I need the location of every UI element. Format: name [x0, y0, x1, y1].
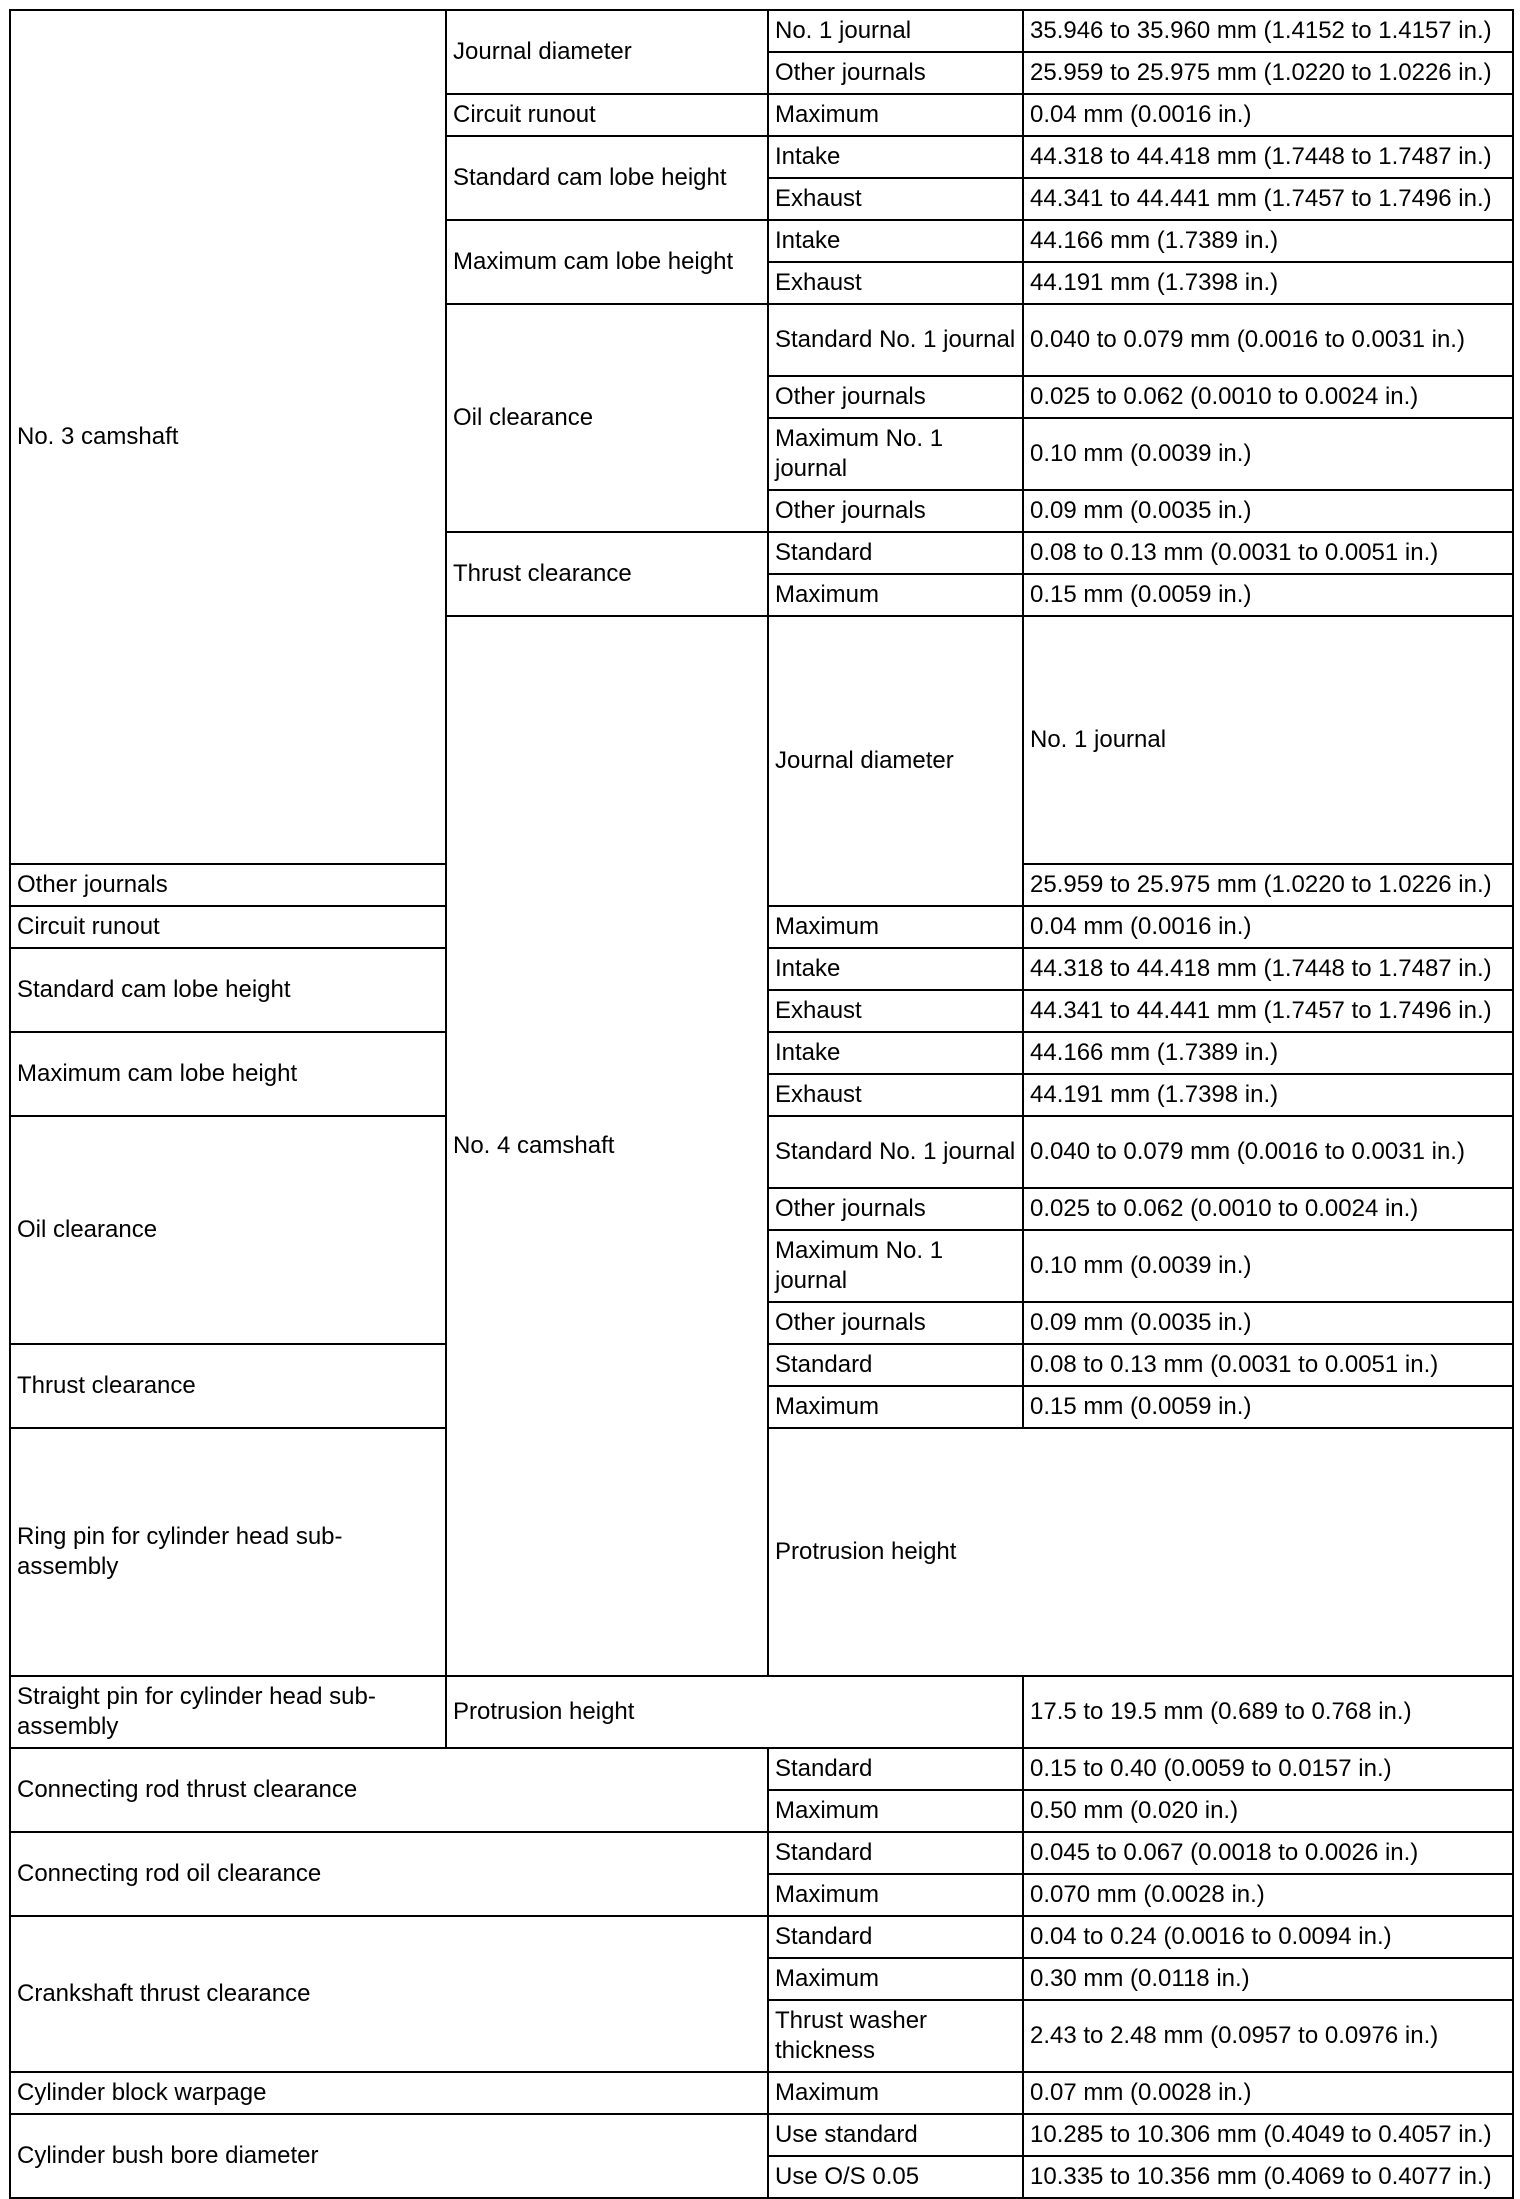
- item-cell: No. 3 camshaft: [10, 10, 446, 864]
- condition-cell: Other journals: [10, 864, 446, 906]
- value-cell: 44.341 to 44.441 mm (1.7457 to 1.7496 in.): [1023, 178, 1513, 220]
- condition-cell: Maximum No. 1 journal: [768, 1230, 1023, 1302]
- value-cell: 10.335 to 10.356 mm (0.4069 to 0.4077 in.): [1023, 2156, 1513, 2198]
- item-cell: Connecting rod oil clearance: [10, 1832, 768, 1916]
- condition-cell: Maximum: [768, 1790, 1023, 1832]
- condition-cell: Standard: [768, 1916, 1023, 1958]
- value-cell: 0.15 mm (0.0059 in.): [1023, 1386, 1513, 1428]
- value-cell: 0.30 mm (0.0118 in.): [1023, 1958, 1513, 2000]
- item-cell: Cylinder bush bore diameter: [10, 2114, 768, 2198]
- item-cell: Cylinder block warpage: [10, 2072, 768, 2114]
- table-row: [10, 1916, 1513, 1958]
- condition-cell: Intake: [768, 220, 1023, 262]
- item-cell: Straight pin for cylinder head sub-assembly: [10, 1676, 446, 1748]
- parameter-cell: Maximum cam lobe height: [10, 1032, 446, 1116]
- value-cell: 44.191 mm (1.7398 in.): [1023, 1074, 1513, 1116]
- table-row: [10, 10, 1513, 52]
- condition-cell: Use standard: [768, 2114, 1023, 2156]
- value-cell: 0.15 to 0.40 (0.0059 to 0.0157 in.): [1023, 1748, 1513, 1790]
- parameter-cell: Standard cam lobe height: [10, 948, 446, 1032]
- condition-cell: Maximum: [768, 906, 1023, 948]
- condition-cell: Thrust washer thickness: [768, 2000, 1023, 2072]
- parameter-cell: Maximum cam lobe height: [446, 220, 768, 304]
- condition-cell: Standard: [768, 532, 1023, 574]
- value-cell: 25.959 to 25.975 mm (1.0220 to 1.0226 in.): [1023, 52, 1513, 94]
- parameter-cell: Thrust clearance: [446, 532, 768, 616]
- value-cell: 10.285 to 10.306 mm (0.4049 to 0.4057 in.): [1023, 2114, 1513, 2156]
- specification-table: [9, 9, 1514, 2199]
- value-cell: 0.10 mm (0.0039 in.): [1023, 418, 1513, 490]
- item-cell: Ring pin for cylinder head sub-assembly: [10, 1428, 446, 1676]
- value-cell: 0.50 mm (0.020 in.): [1023, 1790, 1513, 1832]
- condition-cell: Maximum: [768, 1386, 1023, 1428]
- condition-cell: Use O/S 0.05: [768, 2156, 1023, 2198]
- value-cell: 44.166 mm (1.7389 in.): [1023, 220, 1513, 262]
- parameter-cell: Thrust clearance: [10, 1344, 446, 1428]
- value-cell: 0.07 mm (0.0028 in.): [1023, 2072, 1513, 2114]
- condition-cell: Standard: [768, 1748, 1023, 1790]
- condition-cell: Standard: [768, 1832, 1023, 1874]
- value-cell: 0.09 mm (0.0035 in.): [1023, 490, 1513, 532]
- value-cell: 0.04 to 0.24 (0.0016 to 0.0094 in.): [1023, 1916, 1513, 1958]
- parameter-cell: Protrusion height: [768, 1428, 1513, 1676]
- condition-cell: Intake: [768, 1032, 1023, 1074]
- value-cell: 44.318 to 44.418 mm (1.7448 to 1.7487 in.): [1023, 136, 1513, 178]
- table-row: [10, 1748, 1513, 1790]
- condition-cell: Intake: [768, 948, 1023, 990]
- condition-cell: Maximum: [768, 2072, 1023, 2114]
- condition-cell: Other journals: [768, 1188, 1023, 1230]
- condition-cell: No. 1 journal: [768, 10, 1023, 52]
- value-cell: 25.959 to 25.975 mm (1.0220 to 1.0226 in.): [1023, 864, 1513, 906]
- parameter-cell: Standard cam lobe height: [446, 136, 768, 220]
- condition-cell: Exhaust: [768, 262, 1023, 304]
- condition-cell: No. 1 journal: [1023, 616, 1513, 864]
- parameter-cell: Circuit runout: [446, 94, 768, 136]
- value-cell: 0.040 to 0.079 mm (0.0016 to 0.0031 in.): [1023, 1116, 1513, 1188]
- condition-cell: Other journals: [768, 1302, 1023, 1344]
- table-row: [10, 1676, 1513, 1748]
- table-row: [10, 2072, 1513, 2114]
- condition-cell: Intake: [768, 136, 1023, 178]
- table-row: [10, 2114, 1513, 2156]
- condition-cell: Exhaust: [768, 178, 1023, 220]
- table-row: [10, 1832, 1513, 1874]
- parameter-cell: Journal diameter: [768, 616, 1023, 906]
- value-cell: 0.040 to 0.079 mm (0.0016 to 0.0031 in.): [1023, 304, 1513, 376]
- item-cell: No. 4 camshaft: [446, 616, 768, 1676]
- condition-cell: Maximum: [768, 94, 1023, 136]
- parameter-cell: Circuit runout: [10, 906, 446, 948]
- parameter-cell: Journal diameter: [446, 10, 768, 94]
- condition-cell: Other journals: [768, 490, 1023, 532]
- value-cell: 44.341 to 44.441 mm (1.7457 to 1.7496 in.): [1023, 990, 1513, 1032]
- condition-cell: Maximum No. 1 journal: [768, 418, 1023, 490]
- value-cell: 0.10 mm (0.0039 in.): [1023, 1230, 1513, 1302]
- value-cell: 0.08 to 0.13 mm (0.0031 to 0.0051 in.): [1023, 1344, 1513, 1386]
- parameter-cell: Oil clearance: [446, 304, 768, 532]
- value-cell: 0.09 mm (0.0035 in.): [1023, 1302, 1513, 1344]
- value-cell: 0.15 mm (0.0059 in.): [1023, 574, 1513, 616]
- parameter-cell: Oil clearance: [10, 1116, 446, 1344]
- value-cell: 0.025 to 0.062 (0.0010 to 0.0024 in.): [1023, 376, 1513, 418]
- value-cell: 0.070 mm (0.0028 in.): [1023, 1874, 1513, 1916]
- value-cell: 0.025 to 0.062 (0.0010 to 0.0024 in.): [1023, 1188, 1513, 1230]
- value-cell: 35.946 to 35.960 mm (1.4152 to 1.4157 in.): [1023, 10, 1513, 52]
- value-cell: 44.191 mm (1.7398 in.): [1023, 262, 1513, 304]
- value-cell: 44.166 mm (1.7389 in.): [1023, 1032, 1513, 1074]
- condition-cell: Maximum: [768, 574, 1023, 616]
- condition-cell: Exhaust: [768, 1074, 1023, 1116]
- value-cell: 0.04 mm (0.0016 in.): [1023, 94, 1513, 136]
- condition-cell: Standard No. 1 journal: [768, 1116, 1023, 1188]
- value-cell: 2.43 to 2.48 mm (0.0957 to 0.0976 in.): [1023, 2000, 1513, 2072]
- condition-cell: Other journals: [768, 52, 1023, 94]
- parameter-cell: Protrusion height: [446, 1676, 1023, 1748]
- item-cell: Crankshaft thrust clearance: [10, 1916, 768, 2072]
- value-cell: 44.318 to 44.418 mm (1.7448 to 1.7487 in.): [1023, 948, 1513, 990]
- condition-cell: Maximum: [768, 1874, 1023, 1916]
- value-cell: 0.045 to 0.067 (0.0018 to 0.0026 in.): [1023, 1832, 1513, 1874]
- value-cell: 17.5 to 19.5 mm (0.689 to 0.768 in.): [1023, 1676, 1513, 1748]
- item-cell: Connecting rod thrust clearance: [10, 1748, 768, 1832]
- condition-cell: Standard: [768, 1344, 1023, 1386]
- condition-cell: Maximum: [768, 1958, 1023, 2000]
- value-cell: 0.08 to 0.13 mm (0.0031 to 0.0051 in.): [1023, 532, 1513, 574]
- condition-cell: Exhaust: [768, 990, 1023, 1032]
- condition-cell: Other journals: [768, 376, 1023, 418]
- condition-cell: Standard No. 1 journal: [768, 304, 1023, 376]
- value-cell: 0.04 mm (0.0016 in.): [1023, 906, 1513, 948]
